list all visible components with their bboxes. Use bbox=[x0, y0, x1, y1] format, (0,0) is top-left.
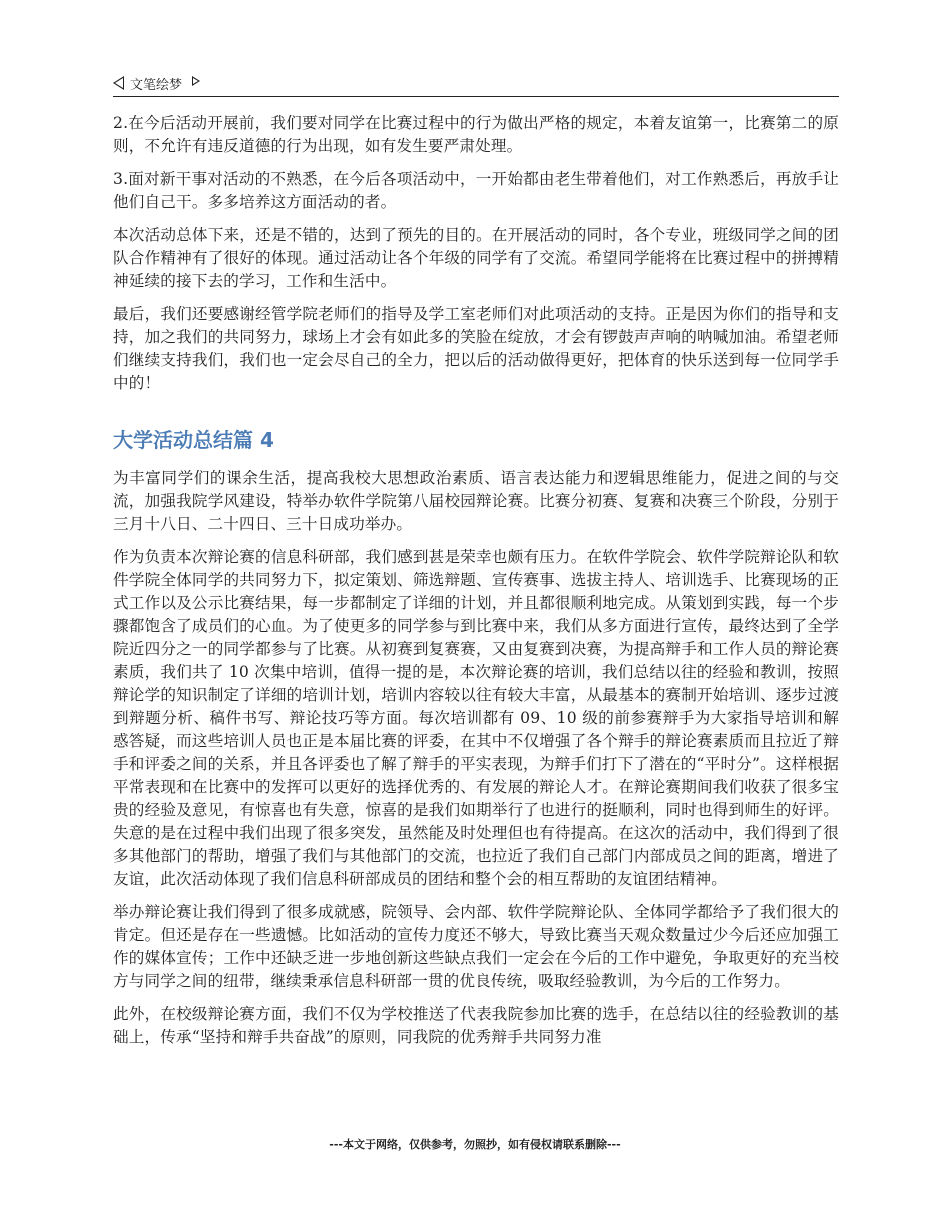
header-title: 文笔绘梦 bbox=[130, 77, 183, 93]
paragraph: 此外，在校级辩论赛方面，我们不仅为学校推送了代表我院参加比赛的选手，在总结以往的经验教训的基础上，传承“坚持和辩手共奋战”的原则，同我院的优秀辩手共同努力准 bbox=[113, 1005, 839, 1046]
page-header bbox=[113, 70, 839, 97]
section-heading: 大学活动总结篇 4 bbox=[113, 428, 274, 452]
paragraph: 作为负责本次辩论赛的信息科研部，我们感到甚是荣幸也颇有压力。在软件学院会、软件学院辩论队和软件学院全体同学的共同努力下，拟定策划、筛选辩题、宣传赛事、选拔主持人、培训选手、比赛现场的正式工作以及公示比赛结果，每一步都制定了详细的计划，并且都很顺利地完成。从策划到实践，每一个步骤都饱含了成员们的心血。为了使更多的同学参与到比赛中来，我们从多方面进行宣传，最终达到了全学院近四分之一的同学都参与了比赛。从初赛到复赛赛，又由复赛到决赛，为提高辩手和工作人员的辩论赛素质，我们共了 10 次集中培训，值得一提的是，本次辩论赛的培训，我们总结以往的经验和教训，按照辩论学的知识制定了详细的培训计划，培训内容较以往有较大丰富，从最基本的赛制开始培训、逐步过渡到辩题分析、稿件书写、辩论技巧等方面。每次培训都有 09、10 级的前参赛辩手为大家指导培训和解惑答疑，而这些培训人员也正是本届比赛的评委，在其中不仅增强了各个辩手的辩论赛素质而且拉近了辩手和评委之间的关系，并且各评委也了解了辩手的平实表现，为辩手们打下了潜在的“平时分”。这样根据平常表现和在比赛中的发挥可以更好的选择优秀的、有发展的辩论人才。在辩论赛期间我们收获了很多宝贵的经验及意见，有惊喜也有失意，惊喜的是我们如期举行了也进行的挺顺利，同时也得到师生的好评。失意的是在过程中我们出现了很多突发，虽然能及时处理但也有待提高。在这次的活动中，我们得到了很多其他部门的帮助，增强了我们与其他部门的交流，也拉近了我们自己部门内部成员之间的距离，增进了友谊，此次活动体现了我们信息科研部成员的团结和整个会的相互帮助的友谊团结精神。 bbox=[113, 548, 839, 888]
triangle-left-icon bbox=[113, 76, 124, 90]
document-body bbox=[113, 112, 839, 1059]
paragraph: 举办辩论赛让我们得到了很多成就感，院领导、会内部、软件学院辩论队、全体同学都给予了我们很大的肯定。但还是存在一些遗憾。比如活动的宣传力度还不够大，导致比赛当天观众数量过少今后还应加强工作的媒体宣传；工作中还缺乏进一步地创新这些缺点我们一定会在今后的工作中避免，争取更好的充当校方与同学之间的纽带，继续秉承信息科研部一贯的优良传统，吸取经验教训，为今后的工作努力。 bbox=[113, 903, 839, 990]
page-footer: ---本文于网络，仅供参考，勿照抄，如有侵权请联系删除--- bbox=[329, 1138, 621, 1151]
paragraph: 最后，我们还要感谢经管学院老师们的指导及学工室老师们对此项活动的支持。正是因为你们的指导和支持，加之我们的共同努力，球场上才会有如此多的笑脸在绽放，才会有锣鼓声声响的呐喊加油。希望老师们继续支持我们，我们也一定会尽自己的全力，把以后的活动做得更好，把体育的快乐送到每一位同学手中的！ bbox=[113, 305, 839, 392]
paragraph: 2.在今后活动开展前，我们要对同学在比赛过程中的行为做出严格的规定，本着友谊第一，比赛第二的原则，不允许有违反道德的行为出现，如有发生要严肃处理。 bbox=[113, 114, 839, 155]
paragraph: 为丰富同学们的课余生活，提高我校大思想政治素质、语言表达能力和逻辑思维能力，促进之间的与交流，加强我院学风建设，特举办软件学院第八届校园辩论赛。比赛分初赛、复赛和决赛三个阶段，分别于三月十八日、二十四日、三十日成功举办。 bbox=[113, 469, 839, 533]
paragraph: 3.面对新干事对活动的不熟悉，在今后各项活动中，一开始都由老生带着他们，对工作熟悉后，再放手让他们自己干。多多培养这方面活动的者。 bbox=[113, 170, 839, 211]
triangle-right-icon bbox=[192, 76, 200, 86]
paragraph: 本次活动总体下来，还是不错的，达到了预先的目的。在开展活动的同时，各个专业，班级同学之间的团队合作精神有了很好的体现。通过活动让各个年级的同学有了交流。希望同学能将在比赛过程中的拼搏精神延续的接下去的学习，工作和生活中。 bbox=[113, 226, 839, 290]
